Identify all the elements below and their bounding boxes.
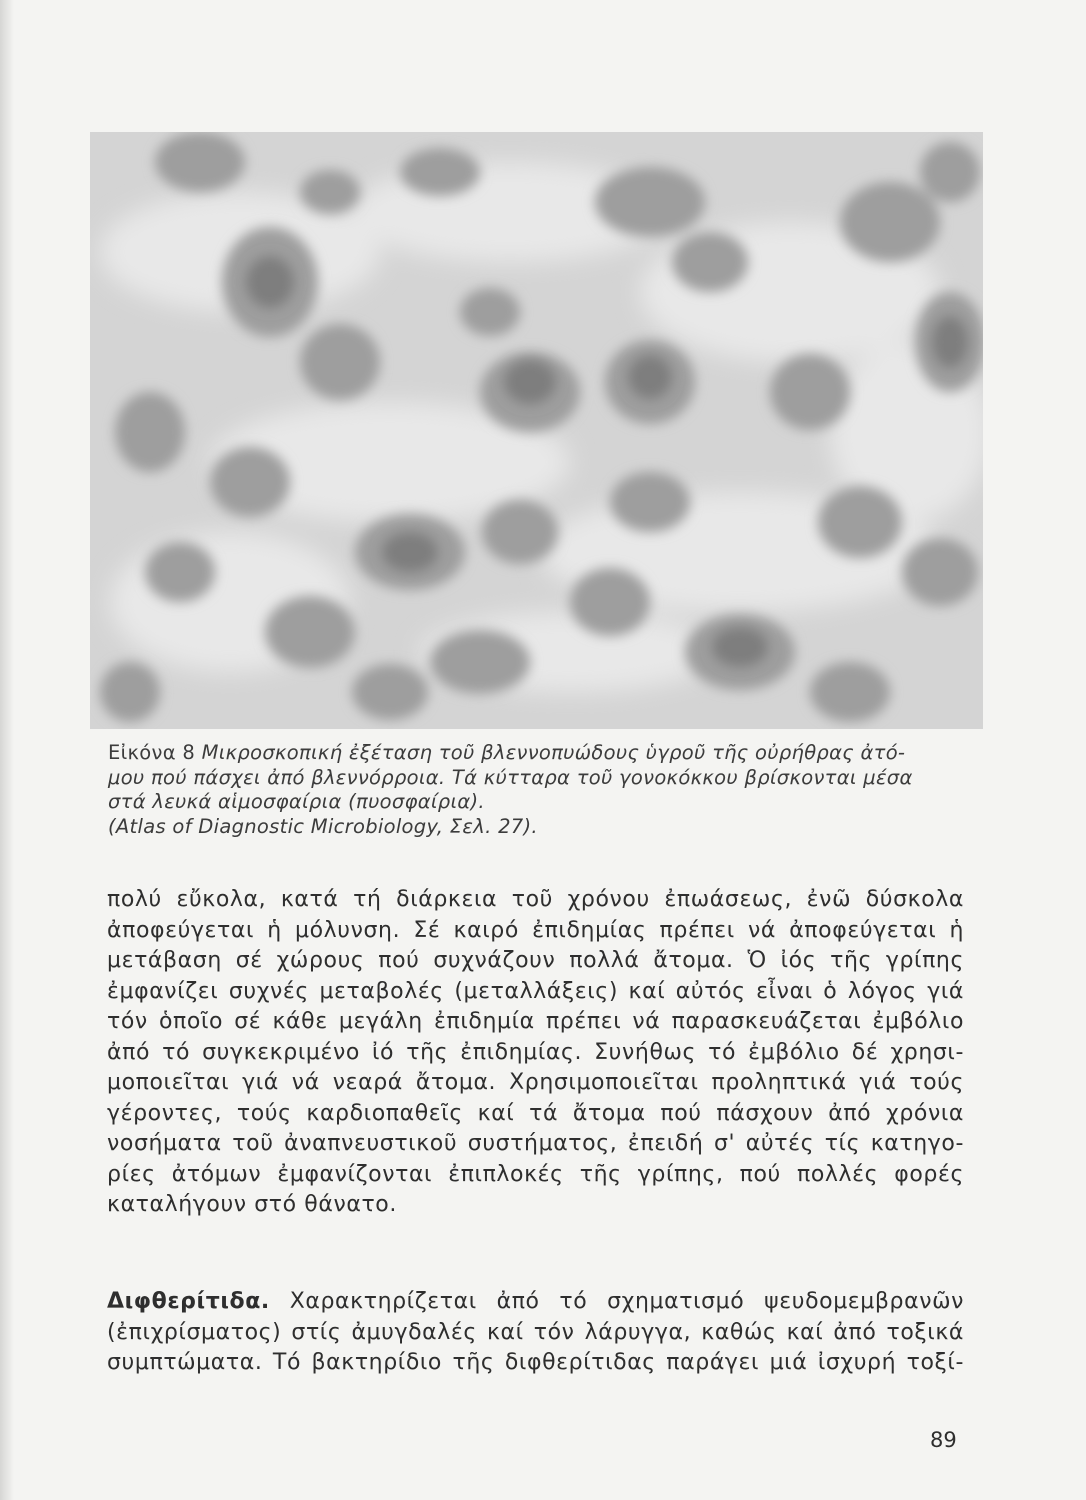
micrograph-icon: [90, 132, 983, 729]
caption-line-1: [108, 741, 968, 766]
paragraph-2-line-1-text: Χαρακτηρίζεται ἀπό τό σχηματισμό ψευδομεμβρανῶν: [269, 1289, 964, 1314]
caption-line-3: στά λευκά αἱμοσφαίρια (πυοσφαίρια).: [108, 790, 485, 813]
paragraph-2: [107, 1287, 964, 1379]
paragraph-1-line: νοσήματα τοῦ ἀναπνευστικοῦ συστήματος, ἐπειδή σ' αὐτές τίς κατηγο-: [107, 1131, 964, 1156]
page-edge-shadow: [0, 0, 14, 1500]
paragraph-2-line: συμπτώματα. Τό βακτηρίδιο τῆς διφθερίτιδας παράγει μιά ἰσχυρή τοξί-: [107, 1350, 964, 1375]
figure-caption: [108, 741, 968, 839]
paragraph-1-line: γέροντες, τούς καρδιοπαθεῖς καί τά ἄτομα πού πάσχουν ἀπό χρόνια: [107, 1100, 964, 1126]
caption-lead: Εἰκόνα 8: [108, 741, 196, 764]
paragraph-1: [107, 885, 964, 1221]
caption-source-text: (Atlas of Diagnostic Microbiology, Σελ. 27).: [108, 814, 538, 838]
paragraph-2-line: (ἐπιχρίσματος) στίς ἀμυγδαλές καί τόν λάρυγγα, καθώς καί ἀπό τοξικά: [107, 1319, 964, 1345]
paragraph-1-line: ἐμφανίζει συχνές μεταβολές (μεταλλάξεις) καί αὐτός εἶναι ὁ λόγος γιά: [107, 978, 964, 1004]
caption-line-1-text: Μικροσκοπική ἐξέταση τοῦ βλεννοπυώδους ὑγροῦ τῆς οὐρήθρας ἀτό-: [201, 741, 906, 764]
paragraph-1-line: ἀποφεύγεται ἡ μόλυνση. Σέ καιρό ἐπιδημίας πρέπει νά ἀποφεύγεται ἡ: [107, 917, 964, 943]
paragraph-1-line: ἀπό τό συγκεκριμένο ἰό τῆς ἐπιδημίας. Συνήθως τό ἐμβόλιο δέ χρησι-: [107, 1039, 964, 1065]
paragraph-1-line: μετάβαση σέ χώρους πού συχνάζουν πολλά ἄτομα. Ὁ ἰός τῆς γρίπης: [107, 948, 964, 973]
paragraph-1-line: ρίες ἀτόμων ἐμφανίζονται ἐπιπλοκές τῆς γρίπης, πού πολλές φορές: [107, 1161, 964, 1187]
page-number: 89: [930, 1428, 957, 1452]
section-heading-diphtheria: Διφθερίτιδα.: [107, 1289, 270, 1314]
paragraph-1-line: πολύ εὔκολα, κατά τή διάρκεια τοῦ χρόνου ἐπωάσεως, ἐνῶ δύσκολα: [107, 887, 964, 912]
paragraph-2-first-line: [107, 1287, 964, 1318]
caption-line-2: μου πού πάσχει ἀπό βλεννόρροια. Τά κύτταρα τοῦ γονοκόκκου βρίσκονται μέσα: [108, 765, 913, 789]
paragraph-1-line: τόν ὁποῖο σέ κάθε μεγάλη ἐπιδημία πρέπει νά παρασκευάζεται ἐμβόλιο: [107, 1009, 964, 1034]
micrograph-figure: [90, 132, 983, 729]
paragraph-1-line: καταλήγουν στό θάνατο.: [107, 1192, 397, 1217]
caption-source: [108, 815, 968, 840]
paragraph-1-line: μοποιεῖται γιά νά νεαρά ἄτομα. Χρησιμοποιεῖται προληπτικά γιά τούς: [107, 1070, 964, 1095]
